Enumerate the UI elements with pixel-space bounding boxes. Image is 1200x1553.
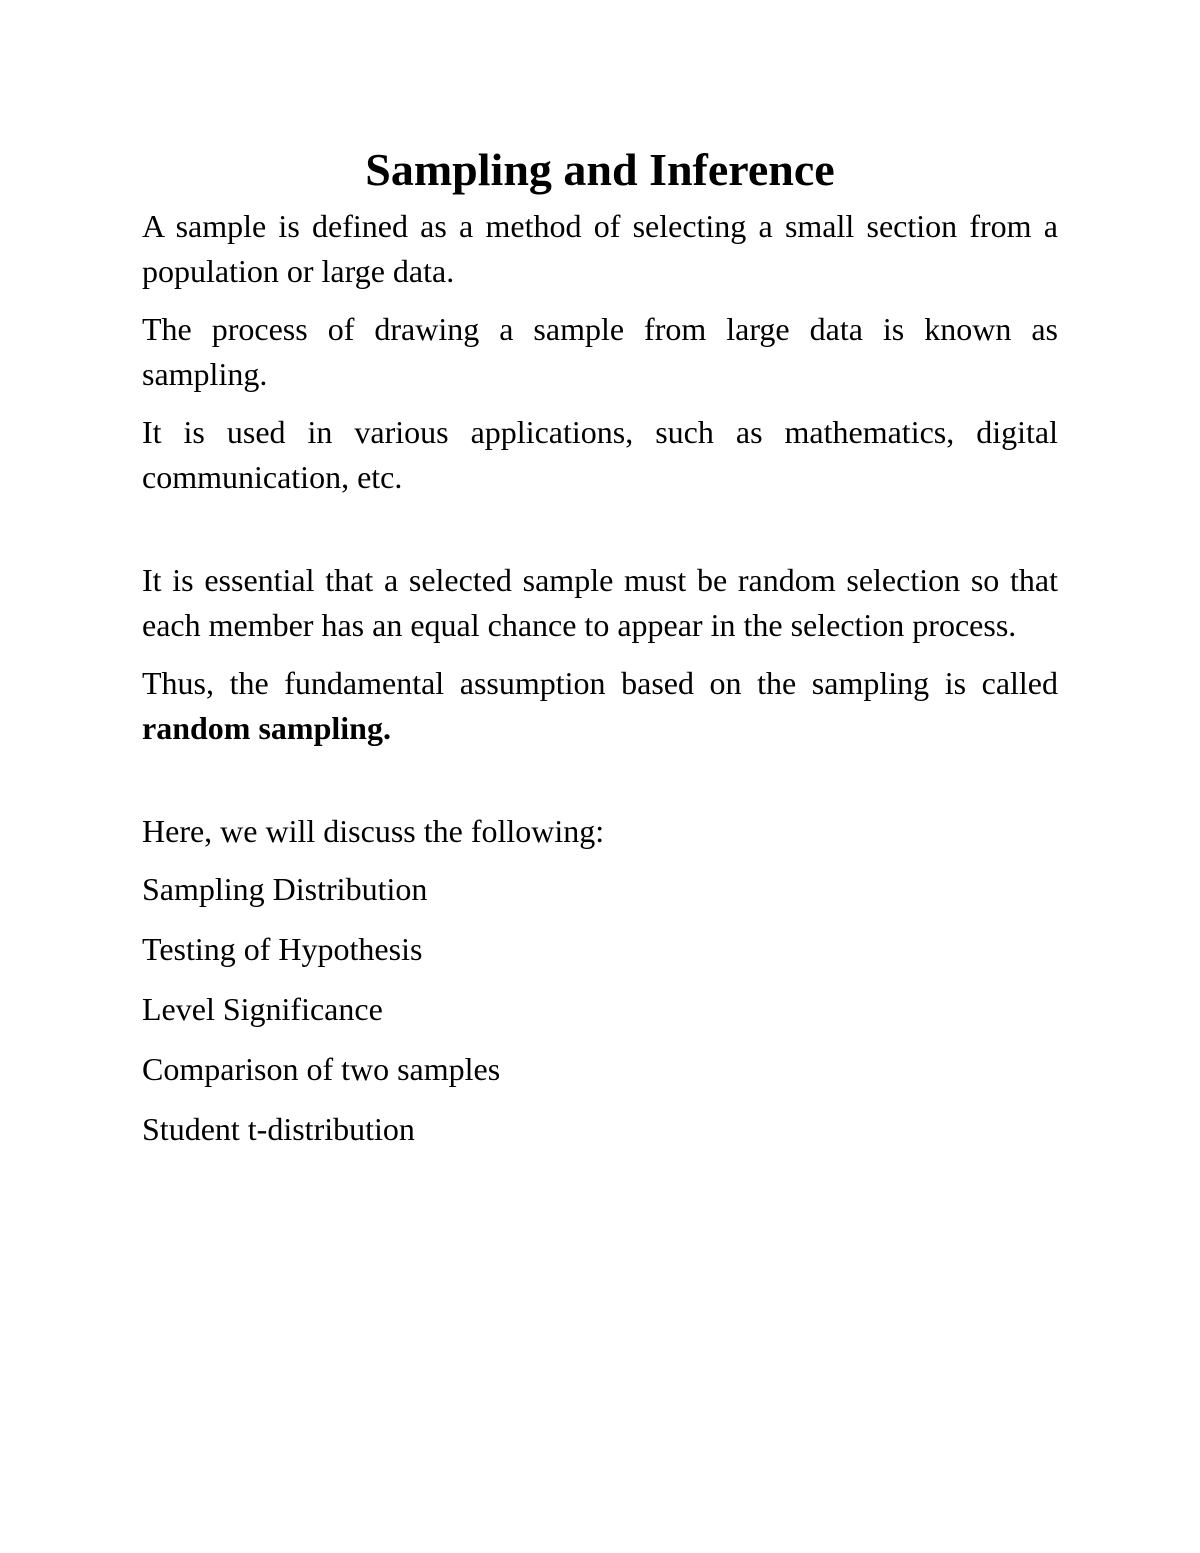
paragraph-random-selection: It is essential that a selected sample must be random selection so that each member has an equal chance to appear in the selection process. — [142, 562, 1058, 643]
document-body — [142, 138, 1058, 1167]
paragraph-sampling-process: The process of drawing a sample from large data is known as sampling. — [142, 311, 1058, 392]
paragraph-conclusion — [142, 661, 1058, 751]
paragraph-applications: It is used in various applications, such as mathematics, digital communication, etc. — [142, 414, 1058, 495]
paragraph-sample-definition: A sample is defined as a method of selecting a small section from a population or large data. — [142, 208, 1058, 289]
conclusion-text: Thus, the fundamental assumption based on the sampling is called — [142, 665, 1058, 701]
topic-item: Comparison of two samples — [142, 1051, 501, 1087]
topic-item: Testing of Hypothesis — [142, 931, 423, 967]
topic-list — [142, 867, 1058, 1152]
topic-item: Sampling Distribution — [142, 871, 428, 907]
topic-item: Level Significance — [142, 991, 383, 1027]
page-title: Sampling and Inference — [365, 144, 835, 195]
topic-item: Student t-distribution — [142, 1111, 415, 1147]
bold-term-random-sampling: random sampling. — [142, 710, 391, 746]
topics-intro: Here, we will discuss the following: — [142, 813, 605, 849]
